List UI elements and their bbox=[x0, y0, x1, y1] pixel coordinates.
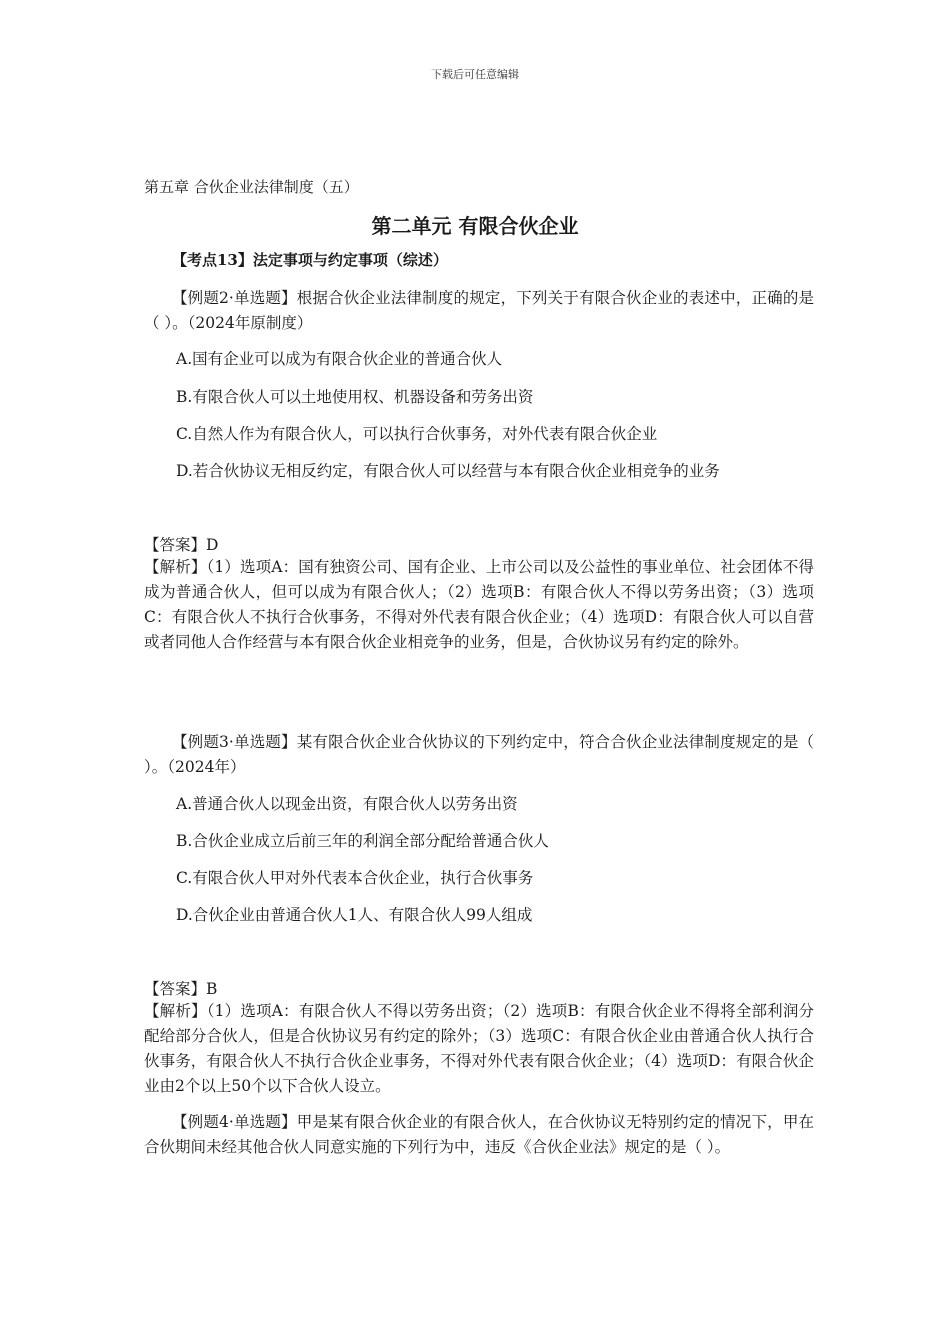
question-2-analysis: 【解析】（1）选项A：国有独资公司、国有企业、上市公司以及公益性的事业单位、社会团体不得成为普通合伙人，但可以成为有限合伙人；（2）选项B：有限合伙人不得以劳务出资；（3）选项C：有限合伙人不执行合伙事务，不得对外代表有限合伙企业；（4）选项D：有限合伙人可以自营或者同他人合作经营与本有限合伙企业相竞争的业务，但是，合伙协议另有约定的除外。 bbox=[144, 558, 814, 651]
question-3-option-c: C.有限合伙人甲对外代表本合伙企业，执行合伙事务 bbox=[176, 869, 534, 887]
question-2-answer: 【答案】D bbox=[144, 536, 219, 554]
question-2-option-a: A.国有企业可以成为有限合伙企业的普通合伙人 bbox=[176, 350, 503, 368]
question-2-option-b: B.有限合伙人可以土地使用权、机器设备和劳务出资 bbox=[176, 388, 534, 406]
question-2-option-c: C.自然人作为有限合伙人，可以执行合伙事务，对外代表有限合伙企业 bbox=[176, 425, 658, 443]
question-3-option-b: B.合伙企业成立后前三年的利润全部分配给普通合伙人 bbox=[176, 832, 549, 850]
question-2-stem: 【例题2·单选题】根据合伙企业法律制度的规定，下列关于有限合伙企业的表述中，正确的是（ ）。（2024年原制度） bbox=[144, 289, 814, 332]
header-note: 下载后可任意编辑 bbox=[431, 68, 519, 81]
question-4-stem: 【例题4·单选题】甲是某有限合伙企业的有限合伙人，在合伙协议无特别约定的情况下，甲在合伙期间未经其他合伙人同意实施的下列行为中，违反《合伙企业法》规定的是（ ）。 bbox=[144, 1113, 814, 1156]
question-3-analysis: 【解析】（1）选项A：有限合伙人不得以劳务出资；（2）选项B：有限合伙企业不得将全部利润分配给部分合伙人，但是合伙协议另有约定的除外；（3）选项C：有限合伙企业由普通合伙人执行合伙事务，有限合伙人不执行合伙企业事务，不得对外代表有限合伙企业；（4）选项D：有限合伙企业由2个以上50个以下合伙人设立。 bbox=[144, 1002, 814, 1095]
question-3-answer: 【答案】B bbox=[144, 980, 218, 998]
question-3-option-d: D.合伙企业由普通合伙人1人、有限合伙人99人组成 bbox=[176, 906, 533, 924]
chapter-title: 第五章 合伙企业法律制度（五） bbox=[144, 178, 359, 196]
section-heading: 【考点13】法定事项与约定事项（综述） bbox=[172, 251, 448, 269]
question-3-option-a: A.普通合伙人以现金出资，有限合伙人以劳务出资 bbox=[176, 795, 518, 813]
question-3-stem: 【例题3·单选题】某有限合伙企业合伙协议的下列约定中，符合合伙企业法律制度规定的是（ ）。（2024年） bbox=[144, 733, 814, 776]
question-2-option-d: D.若合伙协议无相反约定，有限合伙人可以经营与本有限合伙企业相竞争的业务 bbox=[176, 462, 720, 480]
unit-title: 第二单元 有限合伙企业 bbox=[371, 214, 579, 238]
